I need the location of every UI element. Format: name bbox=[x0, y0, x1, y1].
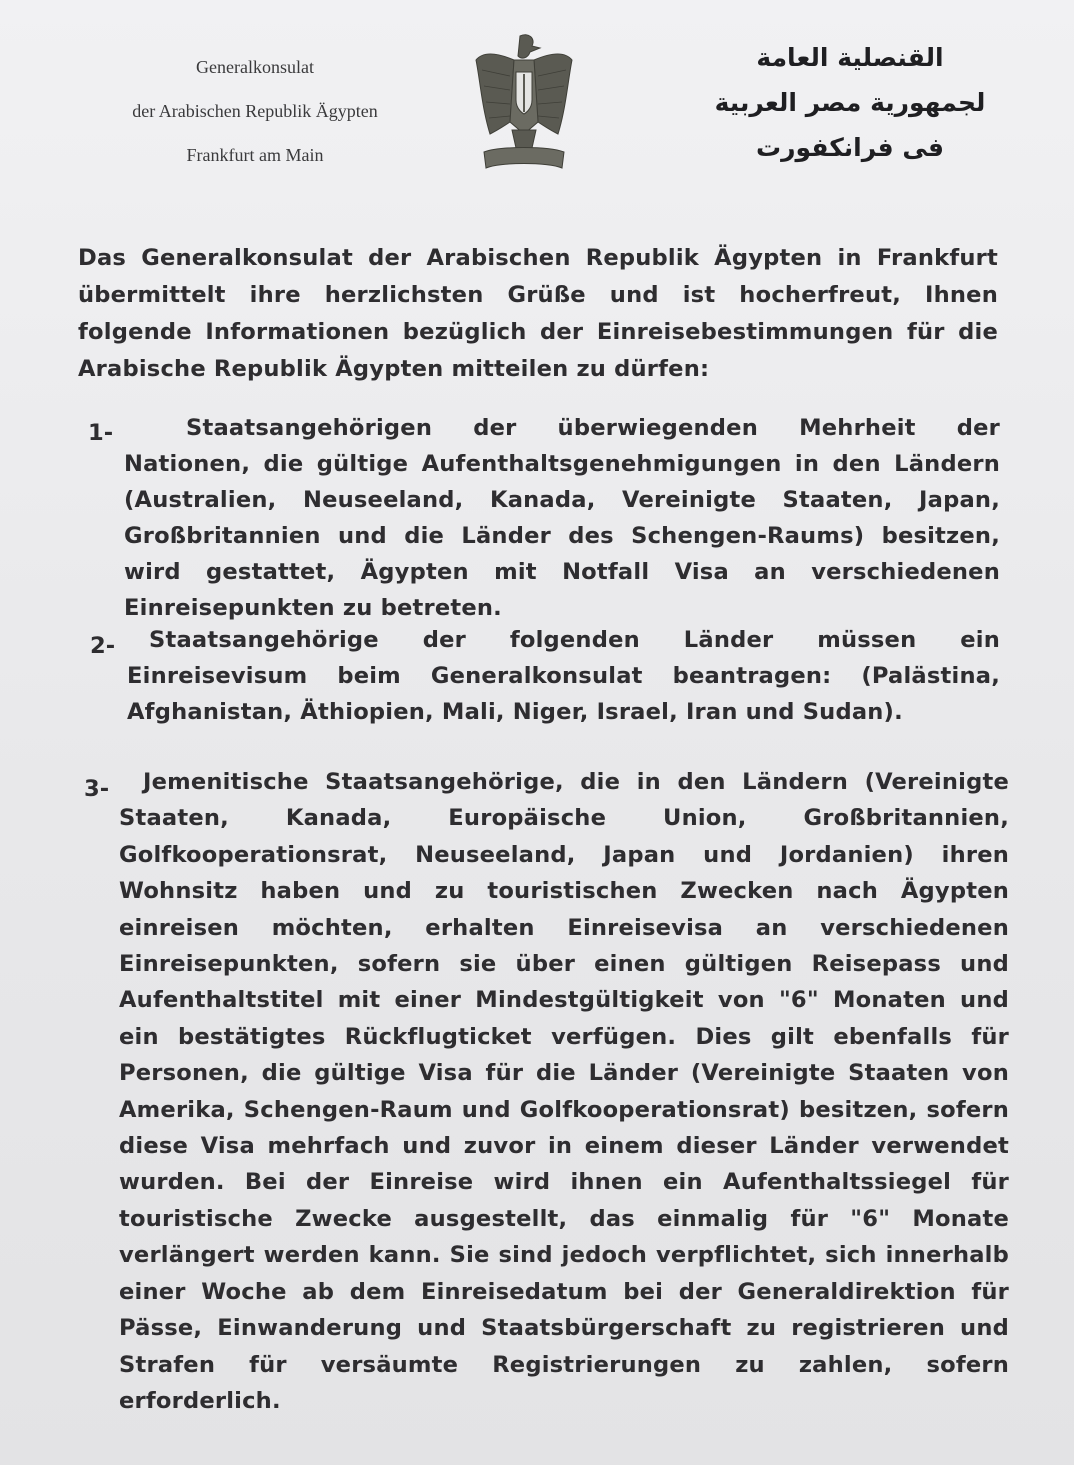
item-text-3: Jemenitische Staatsangehörige, die in den Ländern (Vereinigte Staaten, Kanada, Europäische Union, Großbritannien, Golfkooperationsrat, Neuseeland, Japan und Jordanien) ihren Wohnsitz haben und zu touristischen Zwecken nach Ägypten einreisen möchten, erhalten Einreisevisa an verschiedenen Einreisepunkten, sofern sie über einen gültigen Reisepass und Aufenthaltstitel mit einer Mindestgültigkeit von "6" Monaten und ein bestätigtes Rückflugticket verfügen. Dies gilt ebenfalls für Personen, die gültige Visa für die Länder (Vereinigte Staaten von Amerika, Schengen-Raum und Golfkooperationsrat) besitzen, sofern diese Visa mehrfach und zuvor in einem dieser Länder verwendet wurden. Bei der Einreise wird ihnen ein Aufenthaltssiegel für touristische Zwecke ausgestellt, das einmalig für "6" Monate verlängert werden kann. Sie sind jedoch verpflichtet, sich innerhalb einer Woche ab dem Einreisedatum bei der Generaldirektion für Pässe, Einwanderung und Staatsbürgerschaft zu registrieren und Strafen für versäumte Registrierungen zu zahlen, sofern erforderlich. bbox=[119, 769, 1009, 1414]
letterhead-german-line-1: Generalkonsulat bbox=[196, 57, 314, 77]
item-number-2: 2- bbox=[90, 633, 116, 659]
letterhead-arabic-line-3: فى فرانكفورت bbox=[756, 133, 944, 162]
letterhead-german-line-2: der Arabischen Republik Ägypten bbox=[132, 101, 378, 121]
item-text-1: Staatsangehörigen der überwiegenden Mehrheit der Nationen, die gültige Aufenthaltsgenehmigungen in den Ländern (Australien, Neuseeland, Kanada, Vereinigte Staaten, Japan, Großbritannien und die Länder des Schengen-Raums) besitzen, wird gestattet, Ägypten mit Notfall Visa an verschiedenen Einreisepunkten zu betreten. bbox=[124, 415, 1000, 621]
item-text-2: Staatsangehörige der folgenden Länder müssen ein Einreisevisum beim Generalkonsulat beantragen: (Palästina, Afghanistan, Äthiopien, Mali, Niger, Israel, Iran und Sudan). bbox=[127, 627, 1000, 725]
letterhead-german-line-3: Frankfurt am Main bbox=[186, 145, 324, 165]
letterhead-arabic bbox=[700, 40, 1000, 175]
letterhead-arabic-line-1: القنصلية العامة bbox=[756, 43, 944, 72]
letterhead-german bbox=[100, 54, 410, 186]
letterhead-arabic-line-2: لجمهورية مصر العربية bbox=[714, 88, 986, 117]
intro-paragraph: Das Generalkonsulat der Arabischen Republik Ägypten in Frankfurt übermittelt ihre herzlichsten Grüße und ist hocherfreut, Ihnen folgende Informationen bezüglich der Einreisebestimmungen für die Arabische Republik Ägypten mitteilen zu dürfen: bbox=[78, 245, 998, 382]
egypt-eagle-emblem-icon bbox=[470, 30, 578, 172]
item-number-1: 1- bbox=[88, 420, 114, 446]
item-number-3: 3- bbox=[84, 776, 110, 802]
